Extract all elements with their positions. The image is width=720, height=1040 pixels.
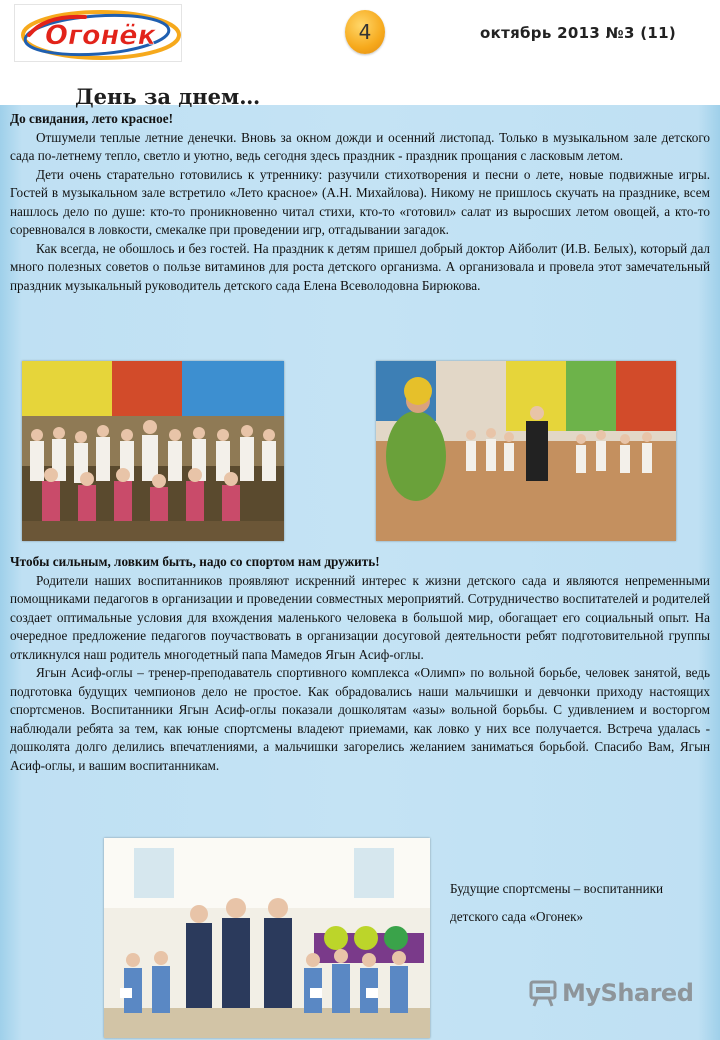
photo-caption-line: детского сада «Огонек» xyxy=(450,909,584,924)
photo-summer-party-group xyxy=(22,361,284,541)
newspaper-logo xyxy=(14,4,182,62)
watermark-text: MyShared xyxy=(562,979,694,1007)
article-title: Чтобы сильным, ловким быть, надо со спортом нам дружить! xyxy=(10,554,380,569)
article-summer-farewell xyxy=(10,110,710,295)
article-sport-meeting xyxy=(10,553,710,775)
issue-info: октябрь 2013 №3 (11) xyxy=(480,24,676,42)
page-number: 4 xyxy=(358,20,372,44)
logo-text: Огонёк xyxy=(45,20,156,51)
article-title: До свидания, лето красное! xyxy=(10,111,173,126)
photo-caption-line: Будущие спортсмены – воспитанники xyxy=(450,881,664,896)
photo-music-hall-performance xyxy=(376,361,676,541)
article-paragraph: Ягын Асиф-оглы – тренер-преподаватель спортивного комплекса «Олимп» по вольной борьбе, человек занятой, ведь подготовка будущих чемпионов дело не простое. Как обрадовались наши мальчишки и девчонки приходу настоящих спортсменов. Воспитанники Ягын Асиф-оглы показали дошколятам «азы» вольной борьбы. С удивлением и восторгом наблюдали ребята за тем, как юные спортсмены владеют приемами, как ловко у них все получается. Встреча удалась - дошколята долго делились впечатлениями, а мальчишки загорелись желанием заниматься борьбой. Спасибо Вам, Ягын Асиф-оглы, и вашим воспитанникам. xyxy=(10,665,710,773)
myshared-watermark xyxy=(528,978,693,1008)
article-paragraph: Как всегда, не обошлось и без гостей. На праздник к детям пришел добрый доктор Айболит (И.В. Белых), который дал много полезных советов о пользе витаминов для роста детского организма. А организовала и провела этот замечательный праздник музыкальный руководитель детского сада Елена Всеволодовна Бирюкова. xyxy=(10,240,710,293)
article-paragraph: Родители наших воспитанников проявляют искренний интерес к жизни детского сада и являются непременными помощниками педагогов в организации и проведении совместных мероприятий. Сотрудничество воспитателей и родителей создает оптимальные условия для вхождения маленького человека в большой мир, обогащает его социальный опыт. На очередное предложение педагогов поучаствовать в организации досуговой деятельности ребят подготовительной группы откликнулся наш родитель многодетный папа Мамедов Ягын Асиф-оглы. xyxy=(10,572,710,662)
article-paragraph: Отшумели теплые летние денечки. Вновь за окном дожди и осенний листопад. Только в музыкальном зале детского сада по-летнему тепло, светло и уютно, ведь сегодня здесь праздник - праздник прощания с ласковым летом. xyxy=(10,129,710,163)
section-title: День за днем… xyxy=(75,84,261,109)
article-paragraph: Дети очень старательно готовились к утреннику: разучили стихотворения и песни о лете, новые подвижные игры. Гостей в музыкальном зале встретило «Лето красное» (А.Н. Михайлова). Никому не пришлось скучать на празднике, всем нашлось дело по душе: кто-то проникновенно читал стихи, кто-то «готовил» салат из выросших летом овощей, а кто-то соревновался в ловкости, смекалке при проведении игр, отгадывании загадок. xyxy=(10,166,710,237)
presentation-board-icon xyxy=(528,978,558,1008)
page-number-badge xyxy=(345,10,385,54)
photo-wrestlers-with-children xyxy=(104,838,430,1038)
